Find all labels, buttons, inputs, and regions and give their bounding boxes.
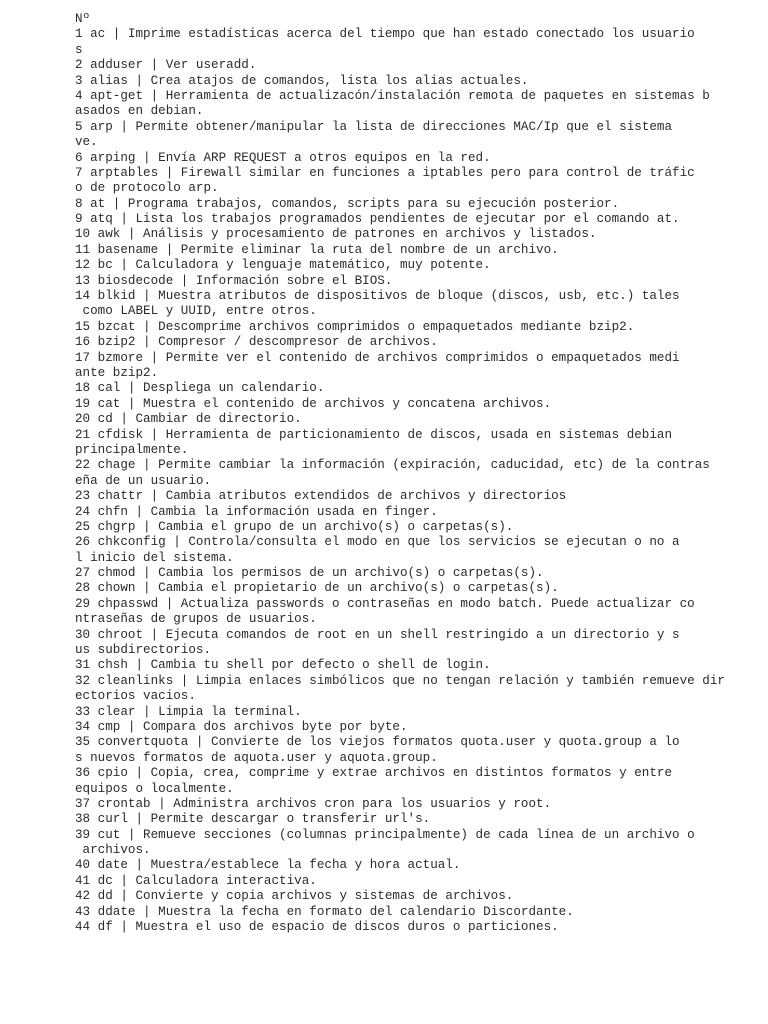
text-line: ante bzip2. [75,365,159,380]
text-line: 30 chroot | Ejecuta comandos de root en un shell restringido a un directorio y s [75,627,680,642]
text-line: eña de un usuario. [75,473,212,488]
text-line: 39 cut | Remueve secciones (columnas principalmente) de cada línea de un archivo o [75,827,695,842]
text-line: 42 dd | Convierte y copia archivos y sistemas de archivos. [75,889,514,904]
text-line: s nuevos formatos de aquota.user y aquota.group. [75,750,438,765]
text-line: 24 chfn | Cambia la información usada en finger. [75,504,438,519]
text-line: 14 blkid | Muestra atributos de dispositivos de bloque (discos, usb, etc.) tales [75,289,680,304]
text-line: 27 chmod | Cambia los permisos de un archivo(s) o carpetas(s). [75,566,544,581]
text-line: 5 arp | Permite obtener/manipular la lista de direcciones MAC/Ip que el sistema [75,119,673,134]
text-line: 4 apt-get | Herramienta de actualizacón/instalación remota de paquetes en sistemas b [75,88,710,103]
text-line: 7 arptables | Firewall similar en funciones a iptables pero para control de tráfic [75,165,695,180]
text-line: 18 cal | Despliega un calendario. [75,381,325,396]
text-line: 17 bzmore | Permite ver el contenido de archivos comprimidos o empaquetados medi [75,350,680,365]
text-line: o de protocolo arp. [75,181,219,196]
text-line: 19 cat | Muestra el contenido de archivos y concatena archivos. [75,396,552,411]
text-line: l inicio del sistema. [75,550,234,565]
text-line: 44 df | Muestra el uso de espacio de discos duros o particiones. [75,920,559,935]
text-line: 33 clear | Limpia la terminal. [75,704,302,719]
text-line: como LABEL y UUID, entre otros. [75,304,317,319]
text-line: 25 chgrp | Cambia el grupo de un archivo(s) o carpetas(s). [75,519,514,534]
text-line: 20 cd | Cambiar de directorio. [75,412,302,427]
text-line: 35 convertquota | Convierte de los viejos formatos quota.user y quota.group a lo [75,735,680,750]
text-line: equipos o localmente. [75,781,234,796]
document-page [75,12,755,935]
text-line: 29 chpasswd | Actualiza passwords o contraseñas en modo batch. Puede actualizar co [75,596,695,611]
text-line: s [75,42,83,57]
text-line: 2 adduser | Ver useradd. [75,58,257,73]
text-line: 12 bc | Calculadora y lenguaje matemático, muy potente. [75,258,491,273]
text-line: principalmente. [75,442,189,457]
text-line: 26 chkconfig | Controla/consulta el modo en que los servicios se ejecutan o no a [75,535,680,550]
text-line: ectorios vacios. [75,689,196,704]
text-line: 28 chown | Cambia el propietario de un archivo(s) o carpetas(s). [75,581,559,596]
text-line: 13 biosdecode | Información sobre el BIOS. [75,273,393,288]
text-line: 3 alias | Crea atajos de comandos, lista los alias actuales. [75,73,529,88]
text-line: 10 awk | Análisis y procesamiento de patrones en archivos y listados. [75,227,597,242]
text-line: 1 ac | Imprime estadísticas acerca del tiempo que han estado conectado los usuario [75,27,695,42]
text-line: 36 cpio | Copia, crea, comprime y extrae archivos en distintos formatos y entre [75,766,673,781]
text-line: 11 basename | Permite eliminar la ruta del nombre de un archivo. [75,242,559,257]
text-line: ntraseñas de grupos de usuarios. [75,612,317,627]
text-line: 32 cleanlinks | Limpia enlaces simbólicos que no tengan relación y también remueve dir [75,673,725,688]
text-line: 34 cmp | Compara dos archivos byte por byte. [75,719,408,734]
text-line: 15 bzcat | Descomprime archivos comprimidos o empaquetados mediante bzip2. [75,319,635,334]
text-line: 8 at | Programa trabajos, comandos, scripts para su ejecución posterior. [75,196,620,211]
text-line: 41 dc | Calculadora interactiva. [75,873,317,888]
text-line: 6 arping | Envía ARP REQUEST a otros equipos en la red. [75,150,491,165]
text-line: 22 chage | Permite cambiar la información (expiración, caducidad, etc) de la contras [75,458,710,473]
text-line: 31 chsh | Cambia tu shell por defecto o shell de login. [75,658,491,673]
text-line: 37 crontab | Administra archivos cron para los usuarios y root. [75,796,552,811]
text-line: 43 ddate | Muestra la fecha en formato del calendario Discordante. [75,904,574,919]
text-line: 9 atq | Lista los trabajos programados pendientes de ejecutar por el comando at. [75,212,680,227]
text-line: ve. [75,135,98,150]
text-line: 23 chattr | Cambia atributos extendidos de archivos y directorios [75,489,567,504]
text-line: us subdirectorios. [75,643,212,658]
text-line: 40 date | Muestra/establece la fecha y hora actual. [75,858,461,873]
text-line: archivos. [75,843,151,858]
text-line: 16 bzip2 | Compresor / descompresor de archivos. [75,335,438,350]
text-line: asados en debian. [75,104,204,119]
text-line: 38 curl | Permite descargar o transferir url's. [75,812,431,827]
text-line: 21 cfdisk | Herramienta de particionamiento de discos, usada en sistemas debian [75,427,673,442]
text-line: Nº [75,12,91,26]
